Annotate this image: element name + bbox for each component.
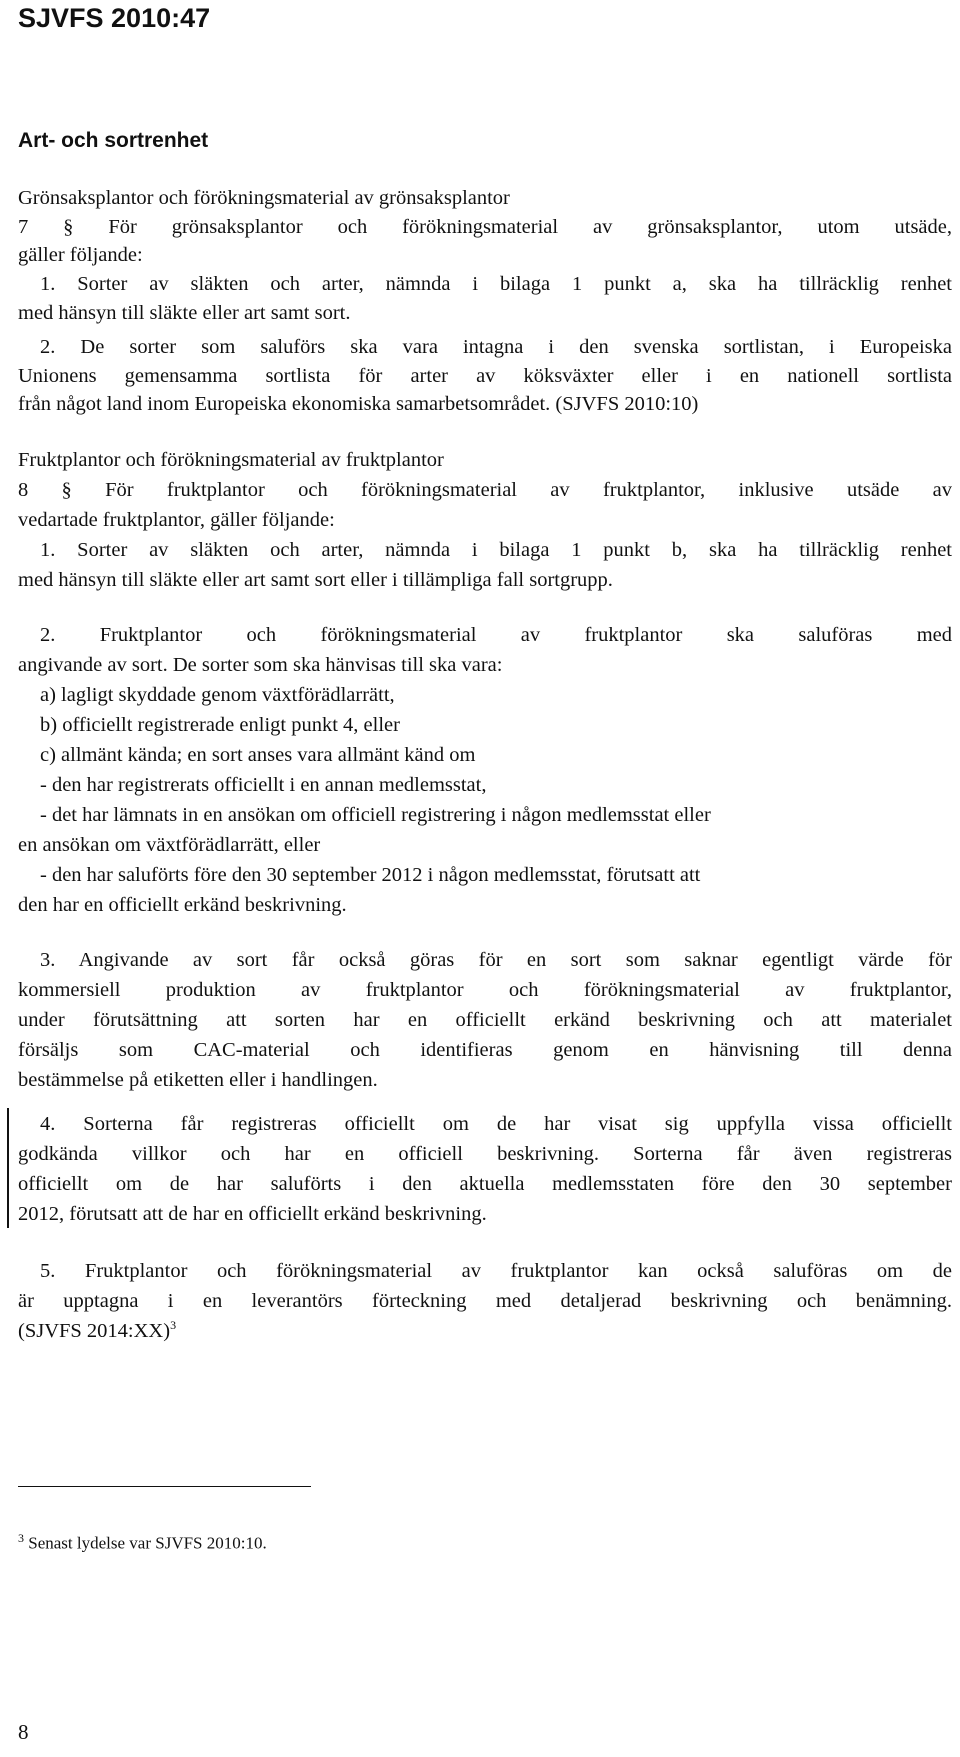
paragraph-8 [18, 475, 952, 505]
paragraph-line: 4. Sorterna får registreras officiellt om de har visat sig uppfylla vissa officiellt [40, 1113, 952, 1135]
paragraph-line: 7 § För grönsaksplantor och förökningsmaterial av grönsaksplantor, utom utsäde, [18, 216, 952, 238]
list-item-cont [18, 1169, 952, 1199]
footnote [18, 1526, 267, 1556]
section-heading: Art- och sortrenhet [18, 129, 209, 152]
paragraph-line: 5. Fruktplantor och förökningsmaterial av fruktplantor kan också saluföras om de [40, 1260, 952, 1282]
paragraph-line: godkända villkor och har en officiell beskrivning. Sorterna får även registreras [18, 1143, 952, 1165]
paragraph-line: under förutsättning att sorten har en officiellt erkänd beskrivning och att materialet [18, 1009, 952, 1031]
paragraph-line: 3. Angivande av sort får också göras för en sort som saknar egentligt värde för [40, 949, 952, 971]
list-item [40, 1109, 952, 1139]
dash-item: - den har saluförts före den 30 september 2012 i någon medlemsstat, förutsatt att [40, 864, 701, 886]
paragraph-line: 1. Sorter av släkten och arter, nämnda i bilaga 1 punkt b, ska ha tillräcklig renhet [40, 539, 952, 561]
paragraph-line: försäljs som CAC-material och identifieras genom en hänvisning till denna [18, 1039, 952, 1061]
reference-text: (SJVFS 2014:XX) [18, 1320, 171, 1342]
dash-item: - den har registrerats officiellt i en annan medlemsstat, [40, 774, 487, 796]
sub-item-c: c) allmänt kända; en sort anses vara allmänt känd om [40, 744, 476, 766]
paragraph-line: 1. Sorter av släkten och arter, nämnda i bilaga 1 punkt a, ska ha tillräcklig renhet [40, 273, 952, 295]
list-item [40, 332, 952, 362]
subsection-title-vegetables: Grönsaksplantor och förökningsmaterial av grönsaksplantor [18, 187, 510, 209]
paragraph-7 [18, 212, 952, 242]
document-header: SJVFS 2010:47 [18, 3, 211, 33]
paragraph-line: officiellt om de har saluförts i den aktuella medlemsstaten före den 30 september [18, 1173, 952, 1195]
list-item-cont [18, 975, 952, 1005]
list-item [40, 269, 952, 299]
list-item [40, 620, 952, 650]
change-bar [7, 1108, 9, 1228]
paragraph-line: vedartade fruktplantor, gäller följande: [18, 509, 335, 531]
paragraph-line: 2. Fruktplantor och förökningsmaterial av fruktplantor ska saluföras med [40, 624, 952, 646]
paragraph-line: Unionens gemensamma sortlista för arter av köksväxter eller i en nationell sortlista [18, 365, 952, 387]
footnote-divider [18, 1486, 311, 1487]
list-item-cont [18, 1035, 952, 1065]
sub-item-a: a) lagligt skyddade genom växtförädlarrätt, [40, 684, 395, 706]
paragraph-line: med hänsyn till släkte eller art samt sort. [18, 302, 351, 324]
paragraph-line: med hänsyn till släkte eller art samt sort eller i tillämpliga fall sortgrupp. [18, 569, 613, 591]
paragraph-line: angivande av sort. De sorter som ska hänvisas till ska vara: [18, 654, 503, 676]
list-item [40, 945, 952, 975]
paragraph-line: kommersiell produktion av fruktplantor och förökningsmaterial av fruktplantor, [18, 979, 952, 1001]
subsection-title-fruit: Fruktplantor och förökningsmaterial av fruktplantor [18, 449, 444, 471]
footnote-number: 3 [18, 1531, 24, 1545]
paragraph-line [18, 1316, 176, 1346]
footnote-ref[interactable]: 3 [170, 1318, 177, 1333]
list-item [40, 1256, 952, 1286]
list-item-cont [18, 1139, 952, 1169]
dash-item-cont: den har en officiellt erkänd beskrivning. [18, 894, 347, 916]
sub-item-b: b) officiellt registrerade enligt punkt 4, eller [40, 714, 400, 736]
list-item-cont [18, 1286, 952, 1316]
page-number: 8 [18, 1720, 29, 1744]
list-item-cont [18, 1005, 952, 1035]
dash-item-cont: en ansökan om växtförädlarrätt, eller [18, 834, 321, 856]
paragraph-line: 2012, förutsatt att de har en officiellt erkänd beskrivning. [18, 1203, 487, 1225]
list-item-cont [18, 361, 952, 391]
paragraph-line: är upptagna i en leverantörs förteckning med detaljerad beskrivning och benämning. [18, 1290, 952, 1312]
paragraph-line: 8 § För fruktplantor och förökningsmaterial av fruktplantor, inklusive utsäde av [18, 479, 952, 501]
dash-item: - det har lämnats in en ansökan om officiell registrering i någon medlemsstat eller [40, 804, 711, 826]
paragraph-line: 2. De sorter som saluförs ska vara intagna i den svenska sortlistan, i Europeiska [40, 336, 952, 358]
list-item [40, 535, 952, 565]
paragraph-line: från något land inom Europeiska ekonomiska samarbetsområdet. (SJVFS 2010:10) [18, 393, 699, 415]
paragraph-line: bestämmelse på etiketten eller i handlingen. [18, 1069, 378, 1091]
paragraph-line: gäller följande: [18, 244, 143, 266]
footnote-text: Senast lydelse var SJVFS 2010:10. [28, 1533, 267, 1553]
